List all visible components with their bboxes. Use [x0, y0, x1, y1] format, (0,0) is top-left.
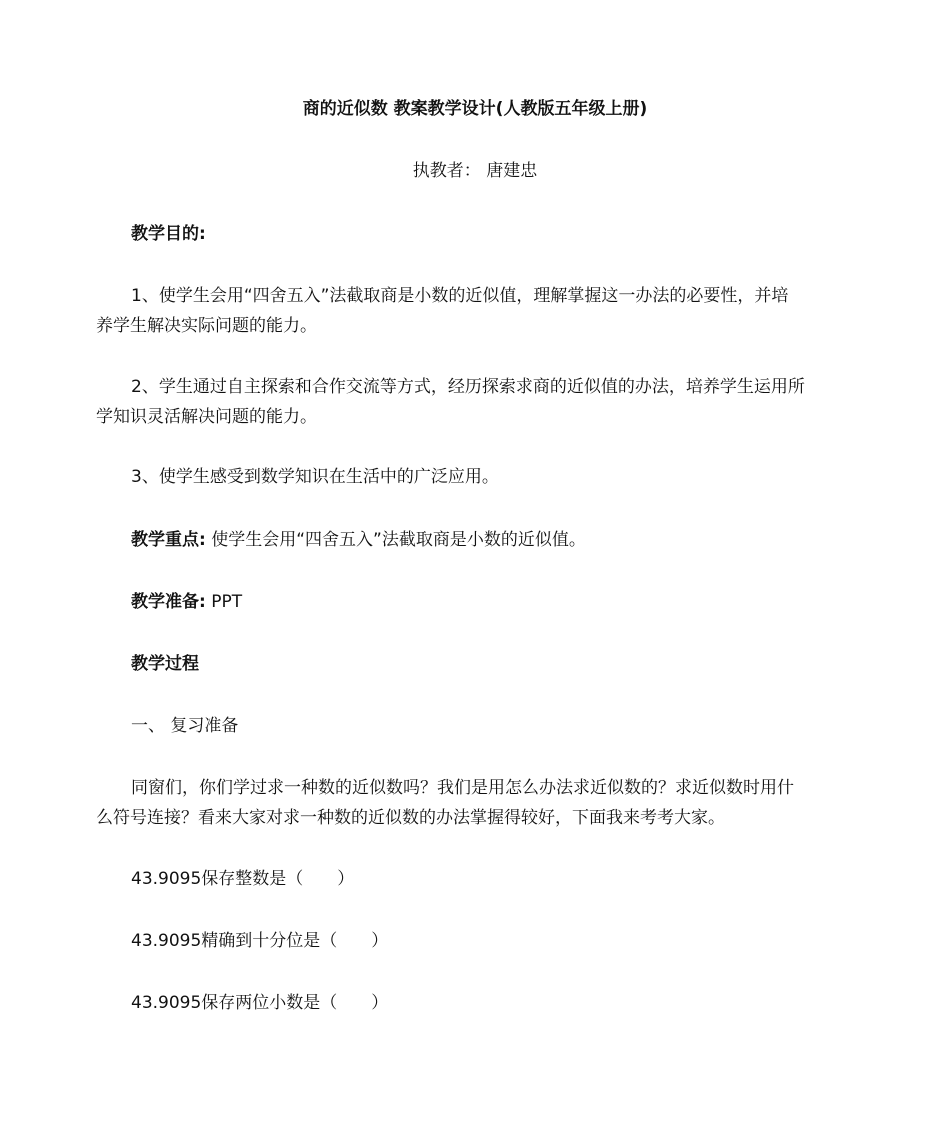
objective-1-line-2: 养学生解决实际问题的能力。 [96, 316, 317, 336]
objective-2-line-1: 2、学生通过自主探索和合作交流等方式，经历探索求商的近似值的办法，培养学生运用所 [131, 377, 805, 397]
preparation [131, 587, 856, 617]
exercise-3: 43.9095保存两位小数是（ ） [131, 993, 389, 1013]
objectives-heading: 教学目的: [131, 224, 206, 244]
intro-line-2: 么符号连接？看来大家对求一种数的近似数的办法掌握得较好，下面我来考考大家。 [96, 808, 725, 828]
preparation-label: 教学准备: [131, 592, 206, 612]
objective-1-line-1: 1、使学生会用“四舍五入”法截取商是小数的近似值，理解掌握这一办法的必要性，并培 [131, 286, 789, 306]
intro-line-1: 同窗们，你们学过求一种数的近似数吗？我们是用怎么办法求近似数的？求近似数时用什 [131, 778, 794, 798]
document-title: 商的近似数 教案教学设计(人教版五年级上册) [302, 99, 648, 119]
key-point-text: 使学生会用“四舍五入”法截取商是小数的近似值。 [211, 530, 586, 550]
objective-3: 3、使学生感受到数学知识在生活中的广泛应用。 [131, 467, 499, 487]
section-1-heading: 一、 复习准备 [131, 716, 239, 736]
preparation-text: PPT [211, 592, 243, 612]
process-heading: 教学过程 [131, 654, 199, 674]
author-line: 执教者： 唐建忠 [412, 161, 538, 181]
exercise-2: 43.9095精确到十分位是（ ） [131, 931, 389, 951]
key-point [131, 525, 856, 555]
exercise-1: 43.9095保存整数是（ ） [131, 869, 355, 889]
objective-2-line-2: 学知识灵活解决问题的能力。 [96, 407, 317, 427]
key-point-label: 教学重点: [131, 530, 206, 550]
